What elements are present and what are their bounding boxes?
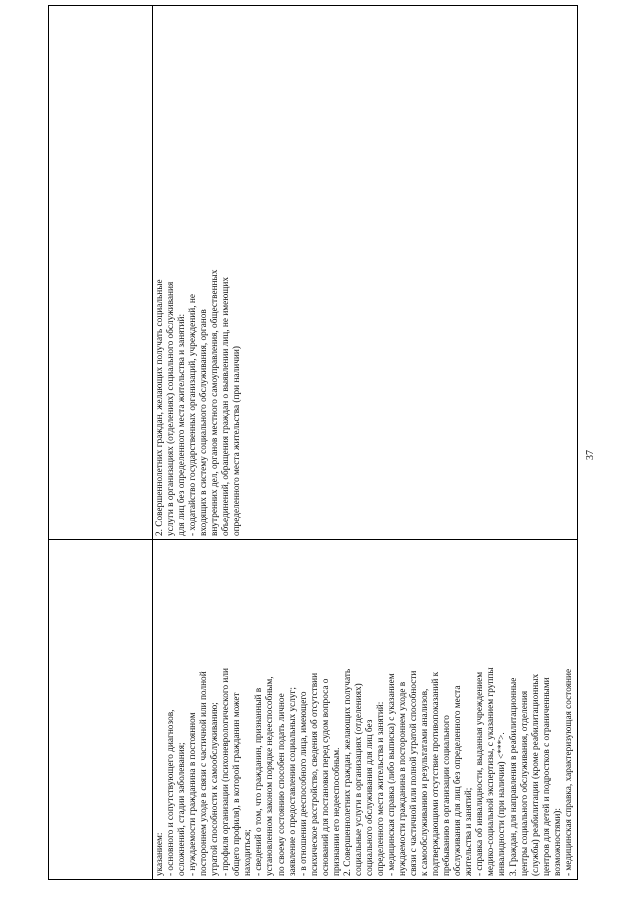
text-line: - основного и сопутствующего диагнозов, [166, 709, 177, 876]
text-line: по своему состоянию способен подать личное [276, 693, 287, 876]
text-line: социальные услуги в организациях (отделениях) [353, 683, 364, 876]
text-line: признании его недееспособным. [331, 747, 342, 876]
document-table [48, 5, 578, 880]
text-line: 2. Совершеннолетних граждан, желающих получать [342, 668, 353, 876]
text-line: заявление о предоставлении социальных услуг; [287, 687, 298, 876]
text-line: внутренних дел, органов местного самоуправления, общественных [210, 269, 221, 536]
text-line: оснований для постановки перед судом вопроса о [320, 678, 331, 876]
table-cell-empty [49, 540, 153, 880]
text-line: медико-социальной экспертизы, с указанием группы [486, 667, 497, 876]
text-line: центры социального обслуживания, отделения [519, 690, 530, 876]
text-line: нуждаемости гражданина в постороннем уходе в [398, 681, 409, 876]
text-line: жительства и занятий; [464, 787, 475, 876]
text-line: 2. Совершеннолетних граждан, желающих получать социальные [155, 279, 165, 536]
text-line: 3. Граждан, для направления в реабилитационные [508, 677, 519, 876]
text-line: - нуждаемости гражданина в постоянном [188, 712, 199, 876]
text-line: (службы) реабилитации (кроме реабилитационных [530, 673, 541, 876]
text-line: установленном законом порядке недееспособным, [265, 676, 276, 876]
text-line: определенного места жительства (при наличии) [232, 346, 243, 536]
text-line: общего профиля), в которой гражданин может [232, 692, 243, 876]
text-line: услуги в организациях (отделениях) социального обслуживания [166, 281, 177, 536]
text-line: объединений, обращения граждан о выявлении лиц, не имеющих [221, 276, 232, 536]
text-line: возможностями): [552, 808, 563, 876]
text-line: - профиля организации (психоневрологического или [221, 667, 232, 876]
text-line: указанием: [155, 832, 165, 876]
text-line: обслуживания для лиц без определенного места [453, 685, 464, 876]
text-line: утратой способности к самообслуживанию; [210, 702, 221, 876]
text-line: определенного места жительства и занятий: [375, 701, 386, 876]
text-line: инвалидности (при наличии) <***>. [497, 732, 508, 876]
text-line: входящих в систему социального обслуживания, органов [199, 309, 210, 536]
text-line: постороннем уходе в связи с частичной или полной [199, 671, 210, 876]
right-text-cell [153, 6, 578, 540]
text-line: психическое расстройство, сведения об отсутствии [309, 672, 320, 876]
left-text-cell [153, 540, 578, 880]
text-line: подтверждающими отсутствие противопоказаний к [431, 671, 442, 876]
rotated-page [48, 20, 573, 880]
table-cell-empty [49, 6, 153, 540]
text-line: - медицинская справка, характеризующая состояние [563, 668, 574, 876]
text-line: - сведений о том, что гражданин, признанный в [254, 687, 265, 876]
text-line: - медицинская справка (либо выписка) с указанием [386, 673, 397, 876]
text-line: пребыванию в организации социального [442, 715, 453, 876]
text-line: связи с частичной или полной утратой способности [409, 670, 420, 876]
text-line: - ходатайство государственных организаций, учреждений, не [188, 294, 199, 536]
table-row [153, 6, 578, 880]
text-line: для лиц без определенного места жительства и занятий: [177, 313, 188, 536]
text-line: к самообслуживанию и результатами анализов, [420, 688, 431, 876]
text-line: центров для детей и подростков с ограниченными [541, 677, 552, 876]
text-line: - в отношении дееспособного лица, имеющего [298, 691, 309, 876]
text-line: находиться; [243, 829, 254, 876]
text-line: осложнений, стадии заболевания; [177, 742, 188, 876]
text-line: социального обслуживания для лиц без [364, 719, 375, 876]
table-row [49, 6, 153, 880]
text-line: - справка об инвалидности, выданная учреждением [475, 671, 486, 876]
page-number: 37 [585, 450, 596, 460]
